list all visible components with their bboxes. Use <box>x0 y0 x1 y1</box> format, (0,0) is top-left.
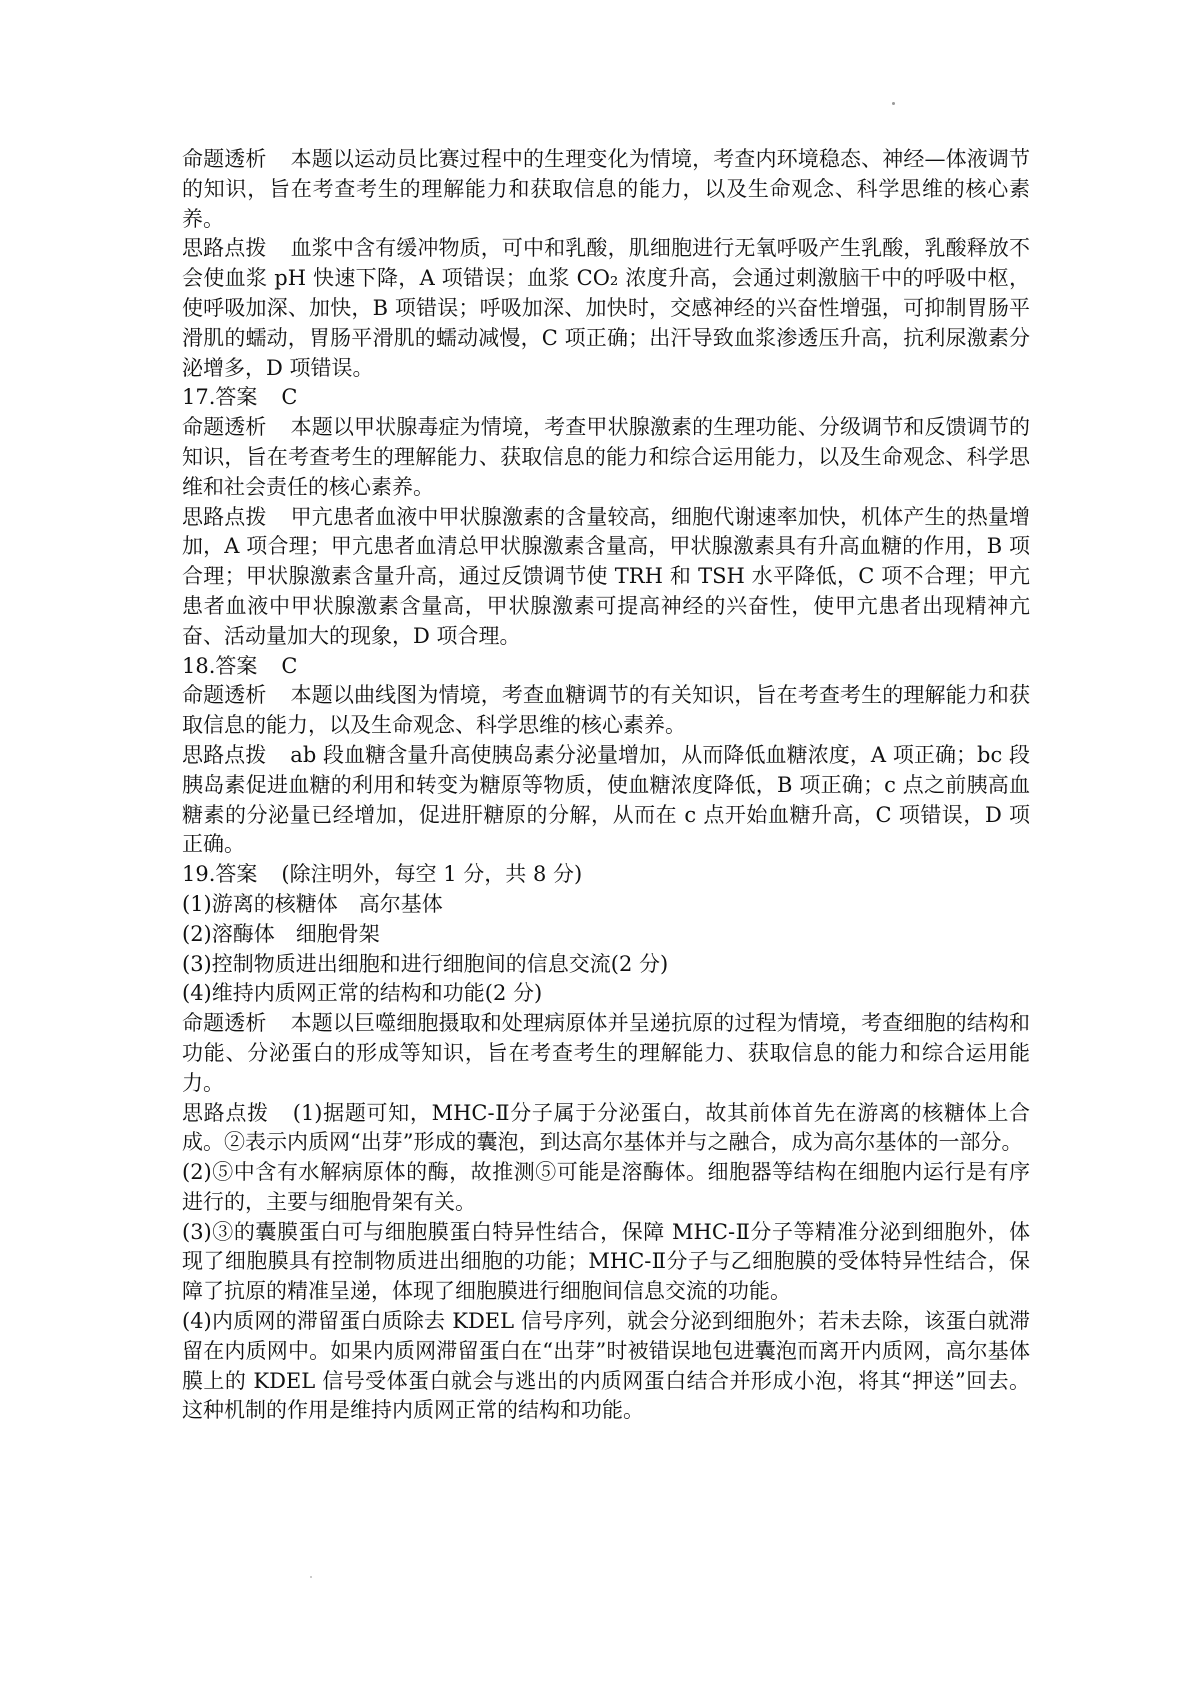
paragraph-17-hint <box>182 503 1030 652</box>
paragraph-text: 甲亢患者血液中甲状腺激素的含量较高，细胞代谢速率加快，机体产生的热量增加，A 项合理；甲亢患者血清总甲状腺激素含量高，甲状腺激素具有升高血糖的作用，B 项合理；甲状腺激素含量升高，通过反馈调节使 TRH 和 TSH 水平降低，C 项不合理；甲亢患者血液中甲状腺激素含量高，甲状腺激素可提高神经的兴奋性，使甲亢患者出现精神亢奋、活动量加大的现象，D 项合理。 <box>182 504 1030 648</box>
paragraph-text: (4)内质网的滞留蛋白质除去 KDEL 信号序列，就会分泌到细胞外；若未去除，该蛋白就滞留在内质网中。如果内质网滞留蛋白在“出芽”时被错误地包进囊泡而离开内质网，高尔基体膜上的 KDEL 信号受体蛋白就会与逃出的内质网蛋白结合并形成小泡，将其“押送”回去。这种机制的作用是维持内质网正常的结构和功能。 <box>182 1309 1030 1423</box>
answer-value: C <box>281 653 298 678</box>
answer-label: 17.答案 <box>182 385 258 410</box>
page-speck <box>892 102 895 105</box>
paragraph-19-hint-2 <box>182 1158 1030 1218</box>
section-label: 命题透析 <box>182 147 267 171</box>
page-speck <box>310 1576 312 1578</box>
answer-value: (除注明外，每空 1 分，共 8 分) <box>281 862 583 887</box>
paragraph-text: (3)控制物质进出细胞和进行细胞间的信息交流(2 分) <box>182 951 669 976</box>
paragraph-text: (2)⑤中含有水解病原体的酶，故推测⑤可能是溶酶体。细胞器等结构在细胞内运行是有序进行的，主要与细胞骨架有关。 <box>182 1160 1030 1214</box>
paragraph-19-hint-4 <box>182 1307 1030 1426</box>
section-label: 命题透析 <box>182 415 267 440</box>
paragraph-18-analysis <box>182 681 1030 741</box>
paragraph-text: 本题以巨噬细胞摄取和处理病原体并呈递抗原的过程为情境，考查细胞的结构和功能、分泌蛋白的形成等知识，旨在考查考生的理解能力、获取信息的能力和综合运用能力。 <box>182 1011 1030 1095</box>
answer-19-item-4 <box>182 979 1030 1009</box>
paragraph-text: 本题以甲状腺毒症为情境，考查甲状腺激素的生理功能、分级调节和反馈调节的知识，旨在考查考生的理解能力、获取信息的能力和综合运用能力，以及生命观念、科学思维和社会责任的核心素养。 <box>182 415 1030 499</box>
paragraph-19-hint-1 <box>182 1099 1030 1159</box>
answer-19-item-1 <box>182 890 1030 920</box>
answer-19-item-3 <box>182 950 1030 980</box>
paragraph-text: ab 段血糖含量升高使胰岛素分泌量增加，从而降低血糖浓度，A 项正确；bc 段胰岛素促进血糖的利用和转变为糖原等物质，使血糖浓度降低，B 项正确；c 点之前胰高血糖素的分泌量已经增加，促进肝糖原的分解，从而在 c 点开始血糖升高，C 项错误，D 项正确。 <box>182 742 1030 857</box>
answer-label: 18.答案 <box>182 653 258 678</box>
section-label: 命题透析 <box>182 1011 267 1036</box>
paragraph-text: (3)③的囊膜蛋白可与细胞膜蛋白特异性结合，保障 MHC-Ⅱ分子等精准分泌到细胞外，体现了细胞膜具有控制物质进出细胞的功能；MHC-Ⅱ分子与乙细胞膜的受体特异性结合，保障了抗原的精准呈递，体现了细胞膜进行细胞间信息交流的功能。 <box>182 1219 1030 1304</box>
paragraph-text: (1)游离的核糖体 高尔基体 <box>182 891 443 916</box>
paragraph-text: 本题以运动员比赛过程中的生理变化为情境，考查内环境稳态、神经—体液调节的知识，旨在考查考生的理解能力和获取信息的能力，以及生命观念、科学思维的核心素养。 <box>182 147 1030 231</box>
section-label: 思路点拨 <box>182 236 267 261</box>
answer-17 <box>182 383 1030 413</box>
paragraph-text: 本题以曲线图为情境，考查血糖调节的有关知识，旨在考查考生的理解能力和获取信息的能力，以及生命观念、科学思维的核心素养。 <box>182 683 1030 738</box>
answer-19-item-2 <box>182 920 1030 950</box>
section-label: 命题透析 <box>182 683 267 708</box>
section-label: 思路点拨 <box>182 1100 269 1125</box>
paragraph-text: 血浆中含有缓冲物质，可中和乳酸，肌细胞进行无氧呼吸产生乳酸，乳酸释放不会使血浆 pH 快速下降，A 项错误；血浆 CO₂ 浓度升高，会通过刺激脑干中的呼吸中枢，使呼吸加深、加快，B 项错误；呼吸加深、加快时，交感神经的兴奋性增强，可抑制胃肠平滑肌的蠕动，胃肠平滑肌的蠕动减慢，C 项正确；出汗导致血浆渗透压升高，抗利尿激素分泌增多，D 项错误。 <box>182 236 1030 380</box>
paragraph-18-hint <box>182 741 1030 860</box>
answer-label: 19.答案 <box>182 862 258 887</box>
section-label: 思路点拨 <box>182 504 267 529</box>
paragraph-17-analysis <box>182 413 1030 502</box>
paragraph-16-analysis <box>182 145 1030 234</box>
answer-value: C <box>281 385 298 410</box>
answer-18 <box>182 652 1030 682</box>
paragraph-text: (1)据题可知，MHC-Ⅱ分子属于分泌蛋白，故其前体首先在游离的核糖体上合成。②表示内质网“出芽”形成的囊泡，到达高尔基体并与之融合，成为高尔基体的一部分。 <box>182 1100 1031 1155</box>
answer-explanation-body <box>182 145 1030 1426</box>
paragraph-text: (4)维持内质网正常的结构和功能(2 分) <box>182 981 543 1006</box>
answer-19 <box>182 860 1030 890</box>
paragraph-19-hint-3 <box>182 1218 1030 1307</box>
paragraph-text: (2)溶酶体 细胞骨架 <box>182 921 380 946</box>
paragraph-19-analysis <box>182 1009 1030 1098</box>
section-label: 思路点拨 <box>182 742 267 767</box>
paragraph-16-hint <box>182 234 1030 383</box>
